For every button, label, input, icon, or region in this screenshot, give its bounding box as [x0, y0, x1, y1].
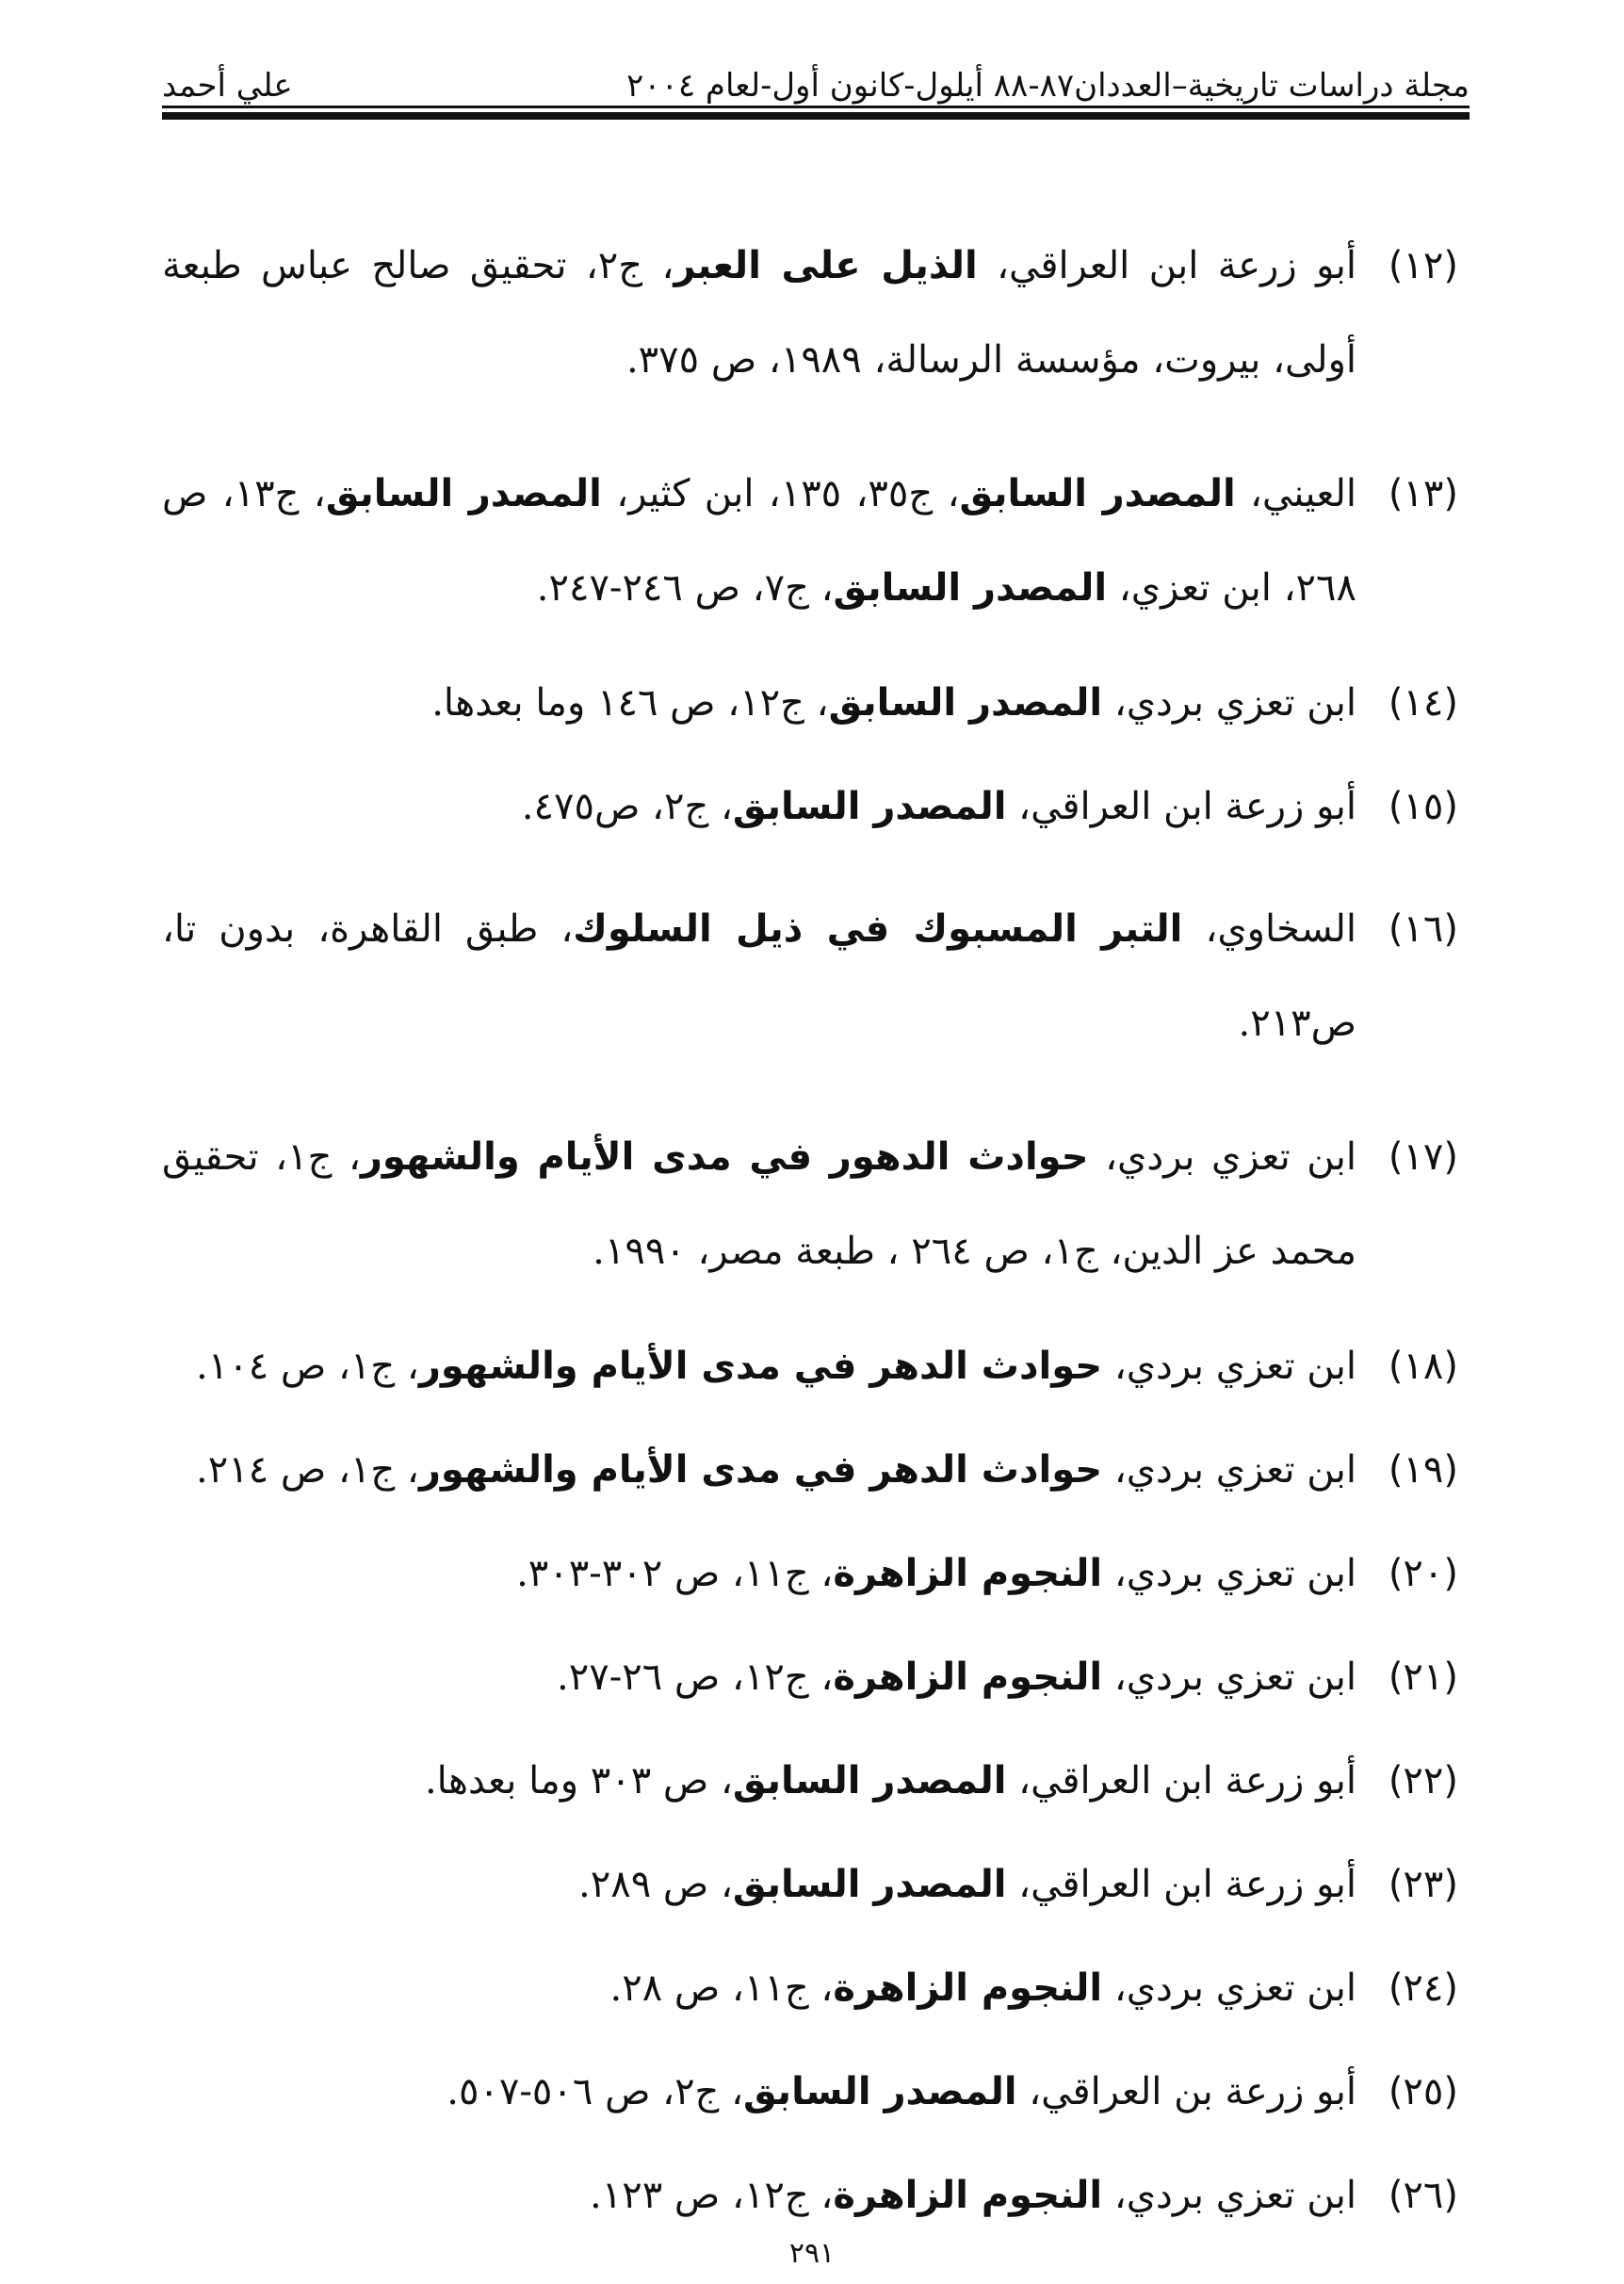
source-title: النجوم الزاهرة	[833, 2174, 1103, 2217]
footnote-item	[162, 447, 1458, 635]
footnote-segment: ، ج١، ص ١٠٤.	[196, 1345, 419, 1388]
footnote-item	[162, 1960, 1458, 2016]
header-rule-thick	[162, 112, 1470, 120]
footnote-segment: ابن تعزي بردي،	[1102, 1656, 1356, 1699]
footnote-number: (١٤)	[1388, 681, 1458, 725]
footnote-item	[162, 1110, 1458, 1298]
footnote-number: (١٣)	[1388, 472, 1458, 515]
footnote-number: (١٩)	[1388, 1448, 1458, 1492]
footnote-segment: ابن تعزي بردي،	[1102, 1966, 1356, 2010]
footnote-segment: ابن تعزي بردي،	[1088, 1135, 1357, 1179]
footnote-segment: ابن تعزي بردي،	[1102, 1345, 1356, 1388]
footnote-text	[162, 675, 1356, 731]
footnote-segment: ابن تعزي بردي،	[1102, 1448, 1356, 1492]
footnote-segment: ، ج١، ص ٢١٤.	[196, 1448, 419, 1492]
footnote-segment: أبو زرعة ابن العراقي،	[1006, 1863, 1356, 1906]
footnote-text	[162, 1110, 1356, 1298]
footnote-number: (٢٢)	[1388, 1759, 1458, 1803]
footnote-segment: ، ص ٣٠٣ وما بعدها.	[424, 1759, 733, 1803]
footnote-segment: ، ج١٢، ص ٢٦-٢٧.	[557, 1656, 834, 1699]
footnote-segment: ، ج١، تحقيق محمد عز الدين، ج١، ص ٢٦٤ ، طبعة مصر، ١٩٩٠.	[162, 1135, 1356, 1273]
footnote-item	[162, 2167, 1458, 2224]
footnote-segment: ابن تعزي بردي،	[1102, 1552, 1356, 1595]
footnote-segment: أبو زرعة ابن العراقي،	[977, 244, 1356, 287]
footnote-segment: ، ج٣٥، ١٣٥، ابن كثير،	[601, 472, 960, 515]
source-title: المصدر السابق	[959, 472, 1236, 515]
footnote-segment: ، ج٢، تحقيق صالح عباس طبعة أولى، بيروت، مؤسسة الرسالة، ١٩٨٩، ص ٣٧٥.	[162, 244, 1356, 382]
footnotes-list	[162, 219, 1458, 2271]
footnote-item	[162, 778, 1458, 835]
footnote-segment: السخاوي،	[1182, 907, 1356, 951]
footnote-segment: ، ج٧، ص ٢٤٦-٢٤٧.	[536, 566, 834, 610]
footnote-text	[162, 1649, 1356, 1705]
footnote-number: (٢١)	[1388, 1656, 1458, 1699]
footnote-text	[162, 1442, 1356, 1498]
source-title: النجوم الزاهرة	[833, 1552, 1103, 1595]
footnote-text	[162, 1856, 1356, 1913]
footnote-item	[162, 2064, 1458, 2120]
source-title: المصدر السابق	[828, 681, 1103, 725]
footnote-number: (٢٣)	[1388, 1863, 1458, 1906]
footnote-item	[162, 1338, 1458, 1395]
footnote-number: (١٨)	[1388, 1345, 1458, 1388]
footnote-segment: ابن تعزي بردي،	[1102, 681, 1356, 725]
footnote-segment: ، ج١٢، ص ١٢٣.	[590, 2174, 834, 2217]
source-title: المصدر السابق	[732, 1863, 1007, 1906]
footnote-text	[162, 1753, 1356, 1809]
footnote-item	[162, 1753, 1458, 1809]
header-rule-thin	[162, 106, 1470, 108]
footnote-text	[162, 1960, 1356, 2016]
footnote-segment: ابن تعزي بردي،	[1102, 2174, 1356, 2217]
footnote-item	[162, 1442, 1458, 1498]
footnote-number: (٢٥)	[1388, 2070, 1458, 2113]
footnote-segment: أبو زرعة ابن العراقي،	[1006, 1759, 1356, 1803]
footnote-text	[162, 447, 1356, 635]
footnote-number: (٢٤)	[1388, 1966, 1458, 2010]
footnote-segment: أبو زرعة ابن العراقي،	[1006, 785, 1356, 828]
footnote-number: (٢٠)	[1388, 1552, 1458, 1595]
footnote-segment: ، ج١٣، ص ٢٦٨، ابن تعزي،	[162, 472, 1356, 610]
source-title: النجوم الزاهرة	[833, 1656, 1103, 1699]
footnote-segment: أبو زرعة بن العراقي،	[1016, 2070, 1356, 2113]
footnote-text	[162, 1545, 1356, 1602]
source-title: حوادث الدهر في مدى الأيام والشهور	[418, 1345, 1103, 1388]
footnote-item	[162, 1649, 1458, 1705]
footnote-text	[162, 1338, 1356, 1395]
footnote-number: (١٢)	[1388, 244, 1458, 287]
footnote-text	[162, 2167, 1356, 2224]
footnote-item	[162, 219, 1458, 407]
footnote-segment: ، ج٢، ص٤٧٥.	[521, 785, 733, 828]
footnote-item	[162, 1545, 1458, 1602]
source-title: التبر المسبوك في ذيل السلوك	[573, 907, 1183, 951]
source-title: حوادث الدهر في مدى الأيام والشهور	[418, 1448, 1103, 1492]
running-header	[162, 55, 1470, 105]
footnote-number: (١٦)	[1388, 907, 1458, 951]
source-title: المصدر السابق	[732, 785, 1007, 828]
journal-title: مجلة دراسات تاريخية–العددان٨٧-٨٨ أيلول-كانون أول-لعام ٢٠٠٤	[626, 67, 1470, 105]
footnote-segment: ، ج١٢، ص ١٤٦ وما بعدها.	[431, 681, 829, 725]
source-title: المصدر السابق	[743, 2070, 1017, 2113]
footnote-text	[162, 219, 1356, 407]
source-title: المصدر السابق	[833, 566, 1108, 610]
footnote-segment: العيني،	[1235, 472, 1357, 515]
footnote-text	[162, 2064, 1356, 2120]
footnote-item	[162, 882, 1458, 1070]
source-title: حوادث الدهور في مدى الأيام والشهور	[360, 1135, 1089, 1179]
footnote-segment: ، ج١١، ص ٣٠٢-٣٠٣.	[516, 1552, 834, 1595]
source-title: المصدر السابق	[732, 1759, 1007, 1803]
source-title: المصدر السابق	[325, 472, 602, 515]
footnote-number: (١٥)	[1388, 785, 1458, 828]
page-number: ٢٩١	[788, 2237, 836, 2270]
source-title: الذيل على العبر	[674, 244, 978, 287]
footnote-segment: ، ص ٢٨٩.	[578, 1863, 733, 1906]
author-name: علي أحمد	[162, 67, 293, 105]
footnote-item	[162, 675, 1458, 731]
footnote-segment: ، ج١١، ص ٢٨.	[609, 1966, 834, 2010]
footnote-number: (١٧)	[1388, 1135, 1458, 1179]
source-title: النجوم الزاهرة	[833, 1966, 1103, 2010]
footnote-text	[162, 882, 1356, 1070]
footnote-number: (٢٦)	[1388, 2174, 1458, 2217]
footnote-segment: ، ج٢، ص ٥٠٦-٥٠٧.	[447, 2070, 743, 2113]
footnote-item	[162, 1856, 1458, 1913]
footnote-segment: ، طبق القاهرة، بدون تا، ص٢١٣.	[162, 907, 1356, 1045]
footnote-text	[162, 778, 1356, 835]
